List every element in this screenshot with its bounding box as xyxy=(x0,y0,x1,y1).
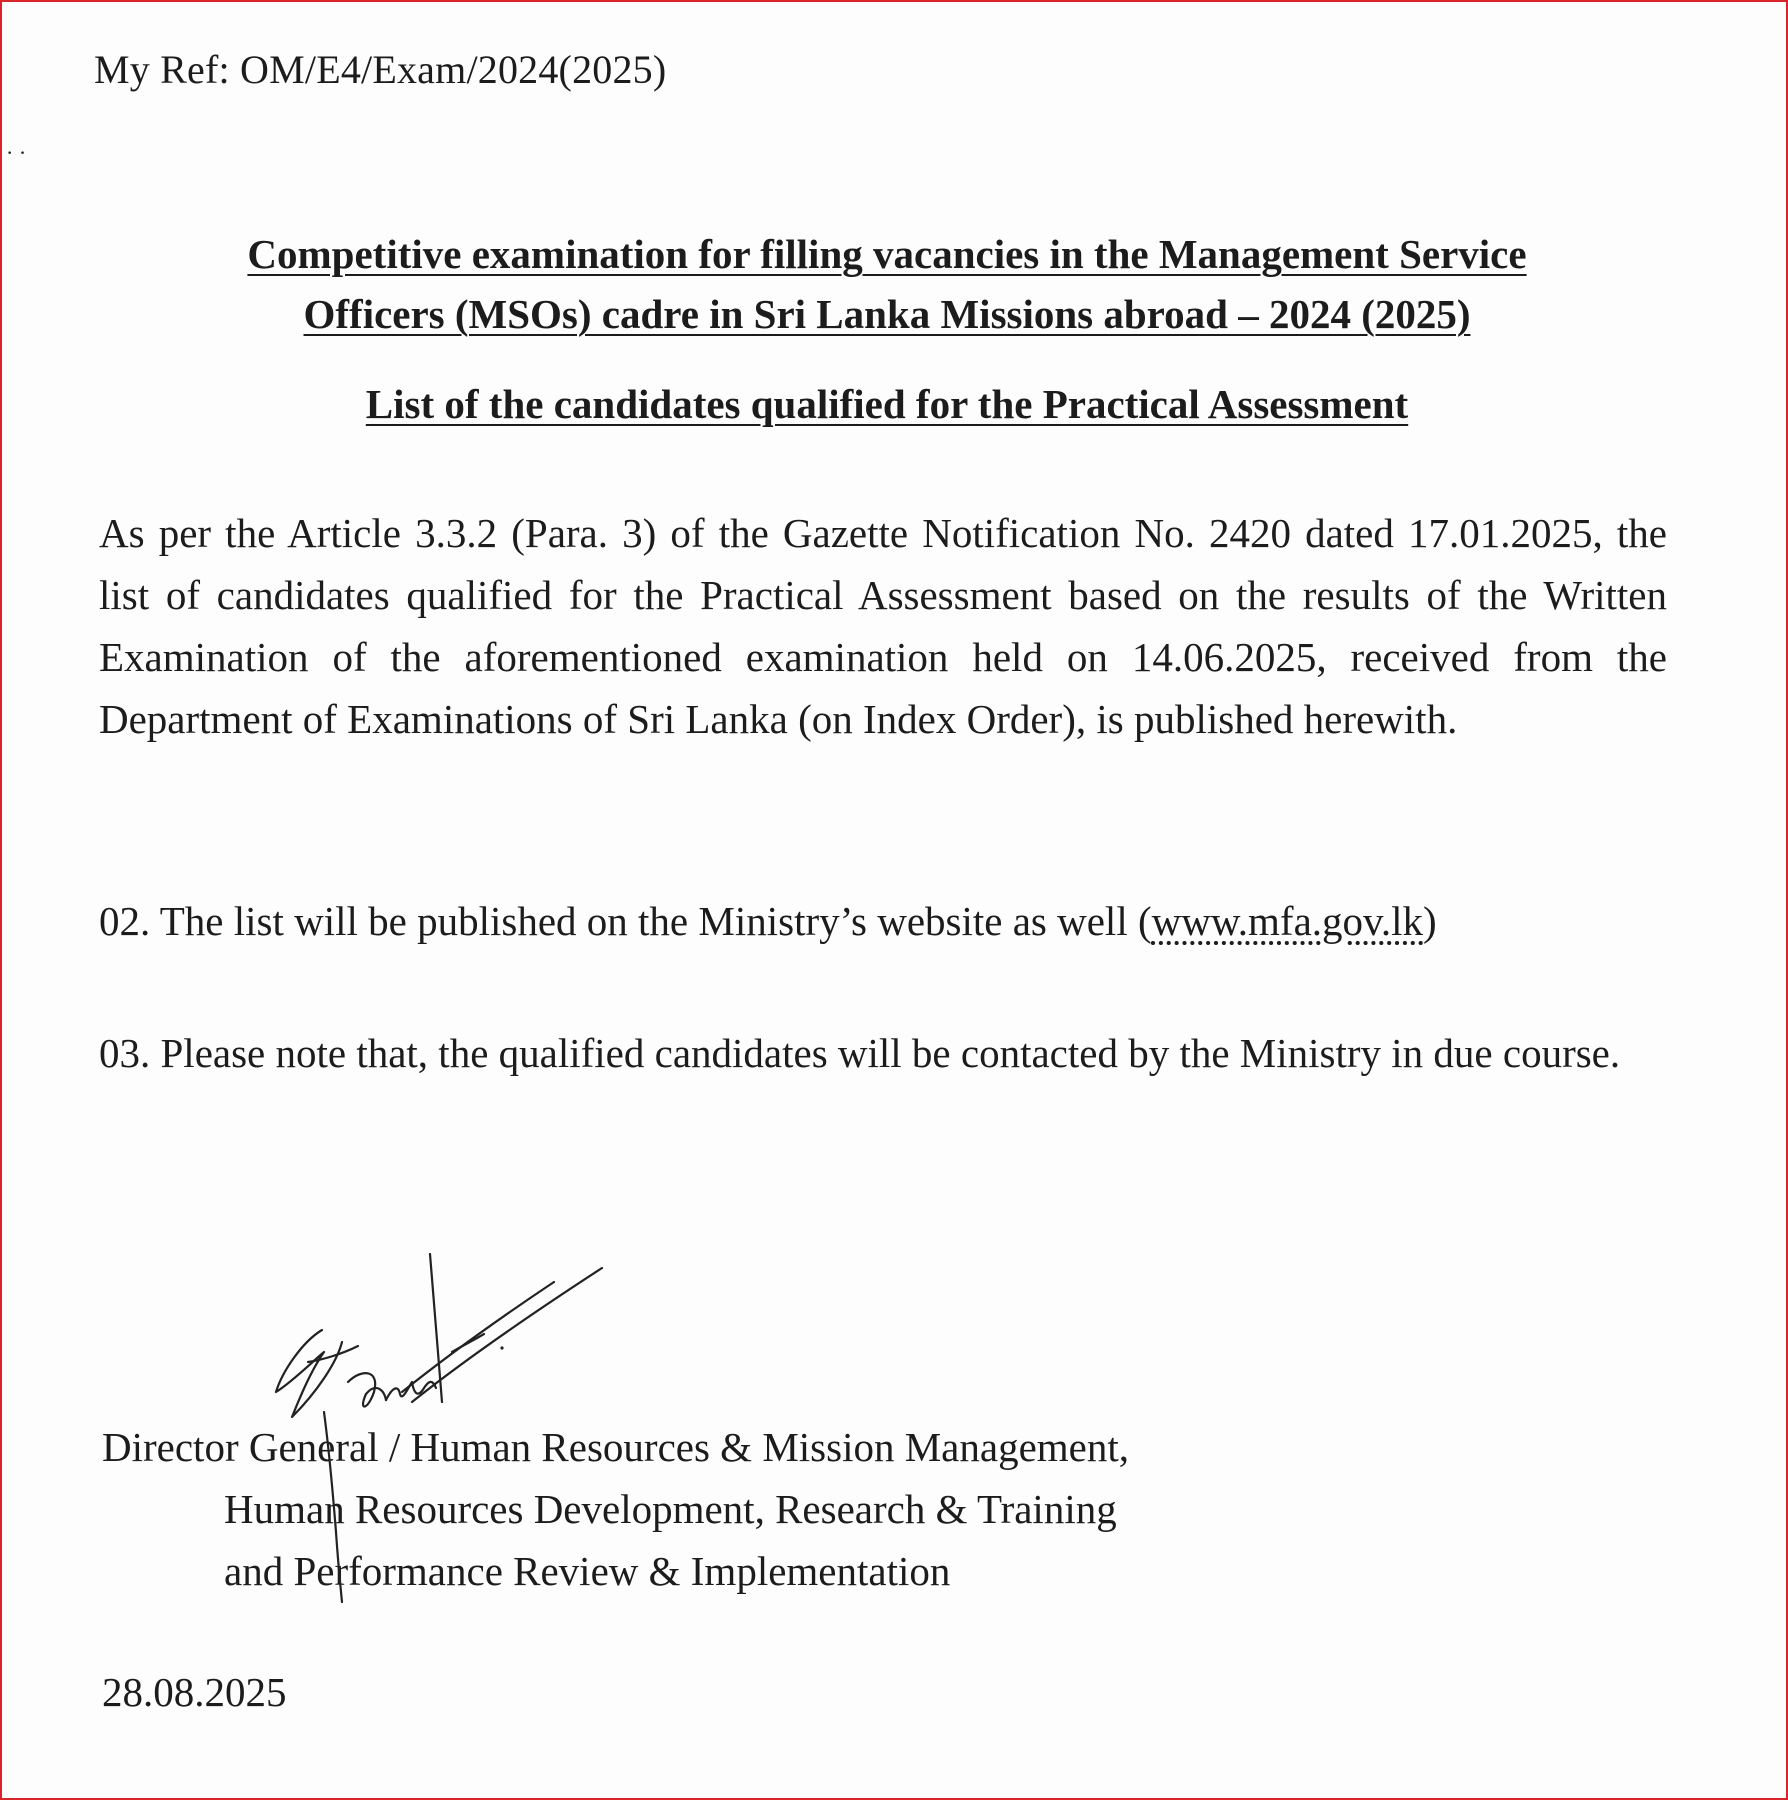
document-subtitle xyxy=(102,374,1672,434)
scan-specks: · · xyxy=(6,140,27,165)
paragraph-1: As per the Article 3.3.2 (Para. 3) of the Gazette Notification No. 2420 dated 17.01.2025, the list of candidates qualified for the Practical Assessment based on the results of the Written Examination of the aforementioned examination held on 14.06.2025, received from the Department of Examinations of Sri Lanka (on Index Order), is published herewith. xyxy=(99,510,1667,742)
ministry-website-link[interactable]: www.mfa.gov.lk xyxy=(1151,898,1423,944)
title-line-1: Competitive examination for filling vacancies in the Management Service xyxy=(247,231,1527,277)
document-title xyxy=(102,224,1672,344)
paragraph-3: 03. Please note that, the qualified candidates will be contacted by the Ministry in due course. xyxy=(99,1030,1621,1076)
paragraph-2-suffix: ) xyxy=(1423,898,1437,944)
document-date: 28.08.2025 xyxy=(102,1669,287,1715)
paragraph-2-prefix: 02. The list will be published on the Ministry’s website as well ( xyxy=(99,898,1152,944)
signatory-line-3: and Performance Review & Implementation xyxy=(224,1548,951,1594)
handwritten-signature xyxy=(262,1242,642,1612)
signatory-line-1: Director General / Human Resources & Mission Management, xyxy=(102,1424,1130,1470)
reference-number: My Ref: OM/E4/Exam/2024(2025) xyxy=(94,47,667,92)
subtitle-text: List of the candidates qualified for the Practical Assessment xyxy=(365,381,1409,427)
paragraph-2 xyxy=(99,890,1667,952)
title-line-2: Officers (MSOs) cadre in Sri Lanka Missions abroad – 2024 (2025) xyxy=(303,291,1471,337)
signatory-line-2: Human Resources Development, Research & Training xyxy=(224,1486,1117,1532)
